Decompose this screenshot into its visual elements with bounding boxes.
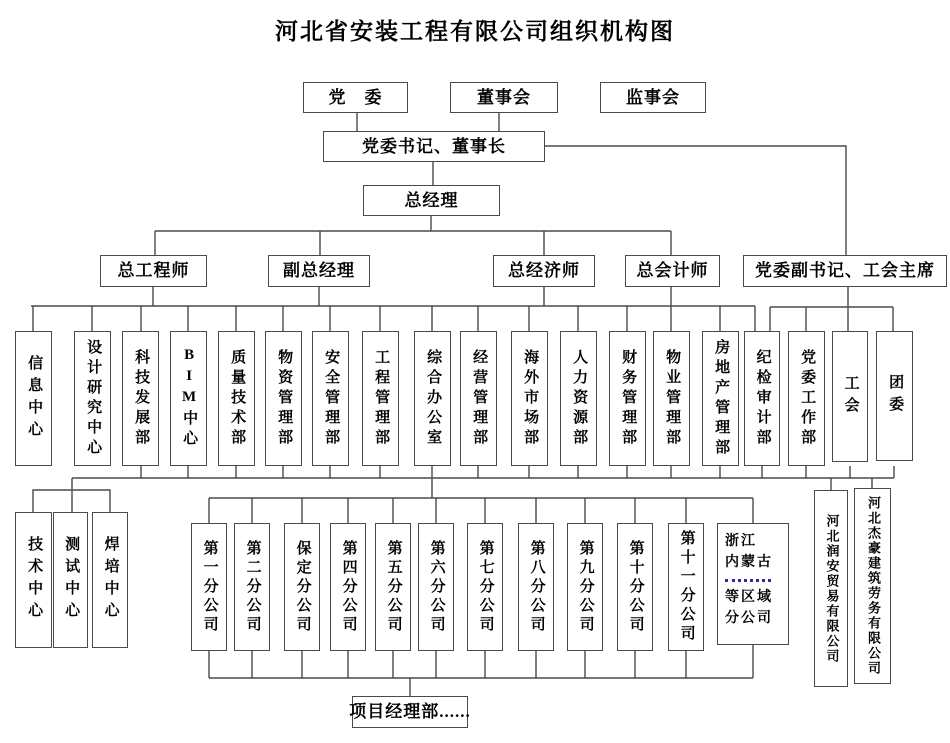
dept-box-sci-tech-development: 科技发展部 (122, 331, 159, 466)
dept-box-bim-center: BIM中心 (170, 331, 207, 466)
chart-title: 河北省安装工程有限公司组织机构图 (275, 19, 675, 44)
regional-line-etc: 等区域 (725, 590, 773, 605)
regional-line-branch: 分公司 (725, 611, 773, 626)
dept-box-party-work: 党委工作部 (788, 331, 825, 466)
dept-box-general-office: 综合办公室 (414, 331, 451, 466)
dept-box-design-research-center: 设计研究中心 (74, 331, 111, 466)
dept-box-overseas-market: 海外市场部 (511, 331, 548, 466)
branch-box-6: 第六分公司 (418, 523, 454, 651)
dept-box-youth-league: 团委 (876, 331, 913, 461)
dept-box-business-management: 经营管理部 (460, 331, 497, 466)
dept-box-discipline-audit: 纪检审计部 (744, 331, 780, 466)
dept-box-real-estate-management: 房地产管理部 (702, 331, 739, 466)
box-deputy-general-manager: 副总经理 (268, 255, 370, 287)
box-party-committee: 党 委 (303, 82, 408, 113)
regional-line-neimenggu: 内蒙古 (725, 555, 773, 570)
branch-box-1: 第一分公司 (191, 523, 227, 651)
box-project-manager-dept: 项目经理部...... (352, 696, 468, 728)
branch-box-5: 第五分公司 (375, 523, 411, 651)
dept-box-property-management: 物业管理部 (653, 331, 690, 466)
center-box-welding-training-center: 焊培中心 (92, 512, 128, 648)
dept-box-human-resources: 人力资源部 (560, 331, 597, 466)
branch-box-8: 第八分公司 (518, 523, 554, 651)
dept-box-labor-union: 工会 (832, 331, 868, 462)
box-party-secretary-chairman: 党委书记、董事长 (323, 131, 545, 162)
box-chief-economist: 总经济师 (493, 255, 595, 287)
branch-box-11: 第十一分公司 (668, 523, 704, 651)
branch-box-regional (717, 523, 789, 645)
box-general-manager: 总经理 (363, 185, 500, 216)
dept-box-engineering-management: 工程管理部 (362, 331, 399, 466)
branch-box-baoding: 保定分公司 (284, 523, 320, 651)
center-box-technology-center: 技术中心 (15, 512, 52, 648)
branch-box-9: 第九分公司 (567, 523, 603, 651)
branch-box-7: 第七分公司 (467, 523, 503, 651)
subsidiary-box-jiehao-labor: 河北杰豪建筑劳务有限公司 (854, 488, 891, 684)
box-chief-engineer: 总工程师 (100, 255, 207, 287)
subsidiary-box-runan-trading: 河北润安贸易有限公司 (814, 490, 848, 687)
regional-line-zhejiang: 浙江 (725, 534, 757, 549)
box-deputy-party-secretary-union-chairman: 党委副书记、工会主席 (743, 255, 947, 287)
box-supervisory-board: 监事会 (600, 82, 706, 113)
dept-box-information-center: 信息中心 (15, 331, 52, 466)
dotted-divider (725, 579, 771, 582)
center-box-testing-center: 测试中心 (53, 512, 88, 648)
branch-box-10: 第十分公司 (617, 523, 653, 651)
dept-box-quality-technology: 质量技术部 (218, 331, 255, 466)
box-board-of-directors: 董事会 (450, 82, 558, 113)
branch-box-4: 第四分公司 (330, 523, 366, 651)
dept-box-materials-management: 物资管理部 (265, 331, 302, 466)
dept-box-safety-management: 安全管理部 (312, 331, 349, 466)
dept-box-finance-management: 财务管理部 (609, 331, 646, 466)
branch-box-2: 第二分公司 (234, 523, 270, 651)
box-chief-accountant: 总会计师 (625, 255, 720, 287)
